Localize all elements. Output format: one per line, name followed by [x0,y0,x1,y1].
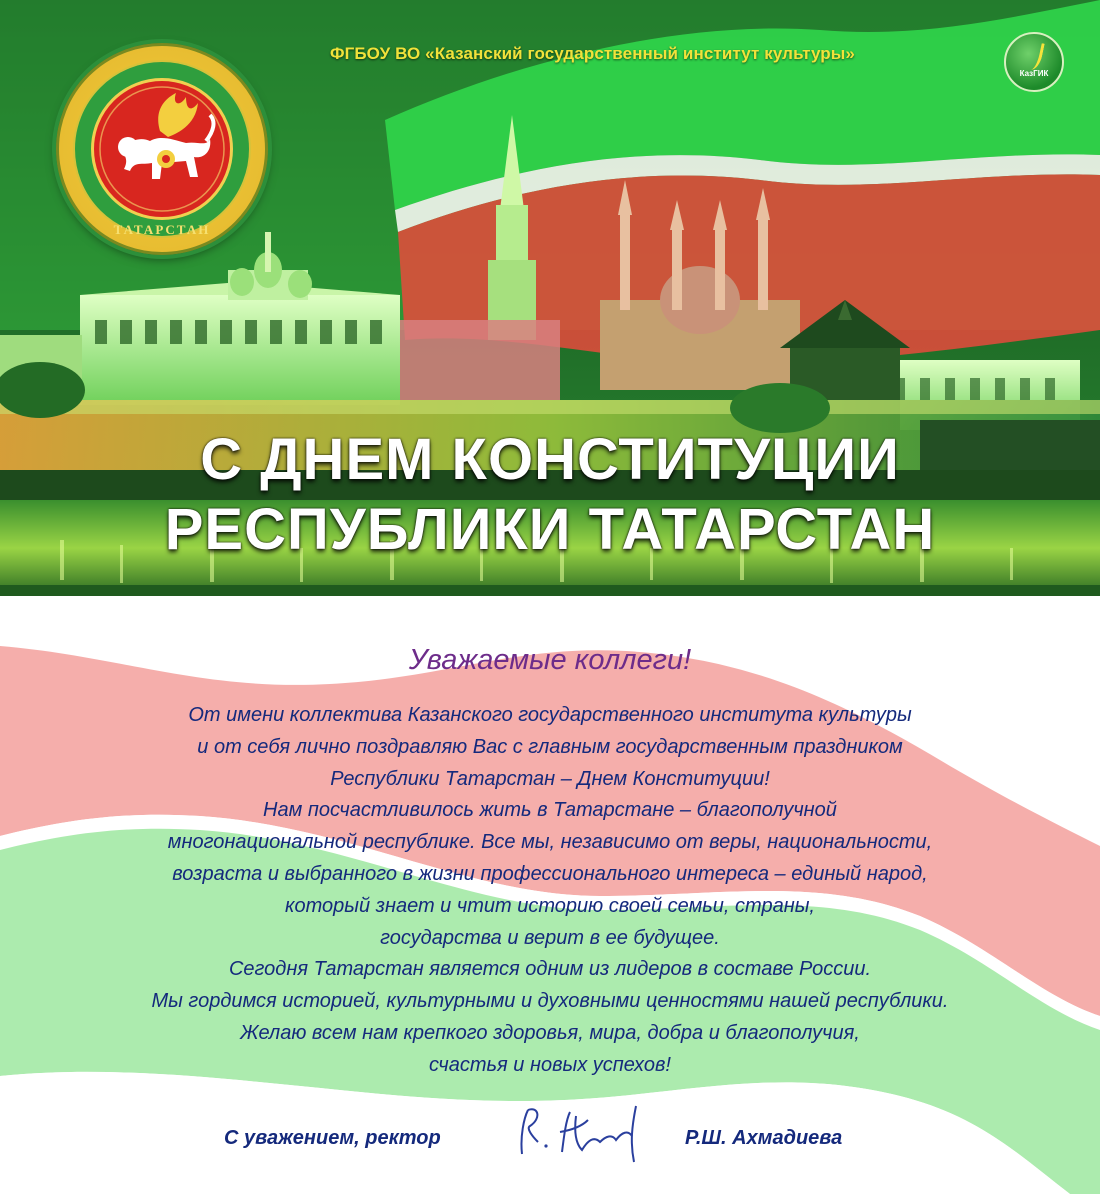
letter-line: возраста и выбранного в жизни профессионального интереса – единый народ, [172,862,928,885]
letter-line: Желаю всем нам крепкого здоровья, мира, добра и благополучия, [240,1021,860,1044]
letter-line: Нам посчастливилось жить в Татарстане – благополучной [263,799,837,822]
signature-icon [512,1096,662,1166]
letter-line: и от себя лично поздравляю Вас с главным государственным праздником [197,735,903,758]
greeting-title: Уважаемые коллеги! [408,644,692,676]
letter-line: многонациональной республике. Все мы, независимо от веры, национальности, [167,831,933,854]
logo-swoosh [1025,41,1045,71]
letter-line: От имени коллектива Казанского государственного института культуры [188,704,912,726]
tatarstan-coat-of-arms-icon [56,43,268,255]
letter-line: счастья и новых успехов! [429,1053,671,1076]
emblem-red-disc [91,78,233,220]
headline-line-2: РЕСПУБЛИКИ ТАТАРСТАН [164,497,936,562]
letter-line: государства и верит в ее будущее. [380,926,720,949]
institute-logo-text: КазГИК [1019,69,1049,78]
signer-name: Р.Ш. Ахмадиева [685,1127,843,1149]
headline [0,425,1100,565]
institute-logo-icon [1004,32,1064,92]
winged-leopard-icon [94,81,230,217]
letter-line: который знает и чтит историю своей семьи, страны, [285,894,815,917]
header-banner [0,0,1100,596]
closing-phrase: С уважением, ректор [224,1127,441,1149]
greeting-letter [0,596,1100,1194]
letter-body [0,700,1100,1082]
headline-line-1: С ДНЕМ КОНСТИТУЦИИ [200,427,900,492]
letter-line: Республики Татарстан – Днем Конституции! [330,767,770,790]
letter-line: Сегодня Татарстан является одним из лидеров в составе России. [228,958,872,981]
emblem-text: ТАТАРСТАН [113,222,211,237]
letter-line: Мы гордимся историей, культурными и духовными ценностями нашей республики. [151,990,949,1013]
institute-name: ФГБОУ ВО «Казанский государственный институт культуры» [330,44,855,63]
